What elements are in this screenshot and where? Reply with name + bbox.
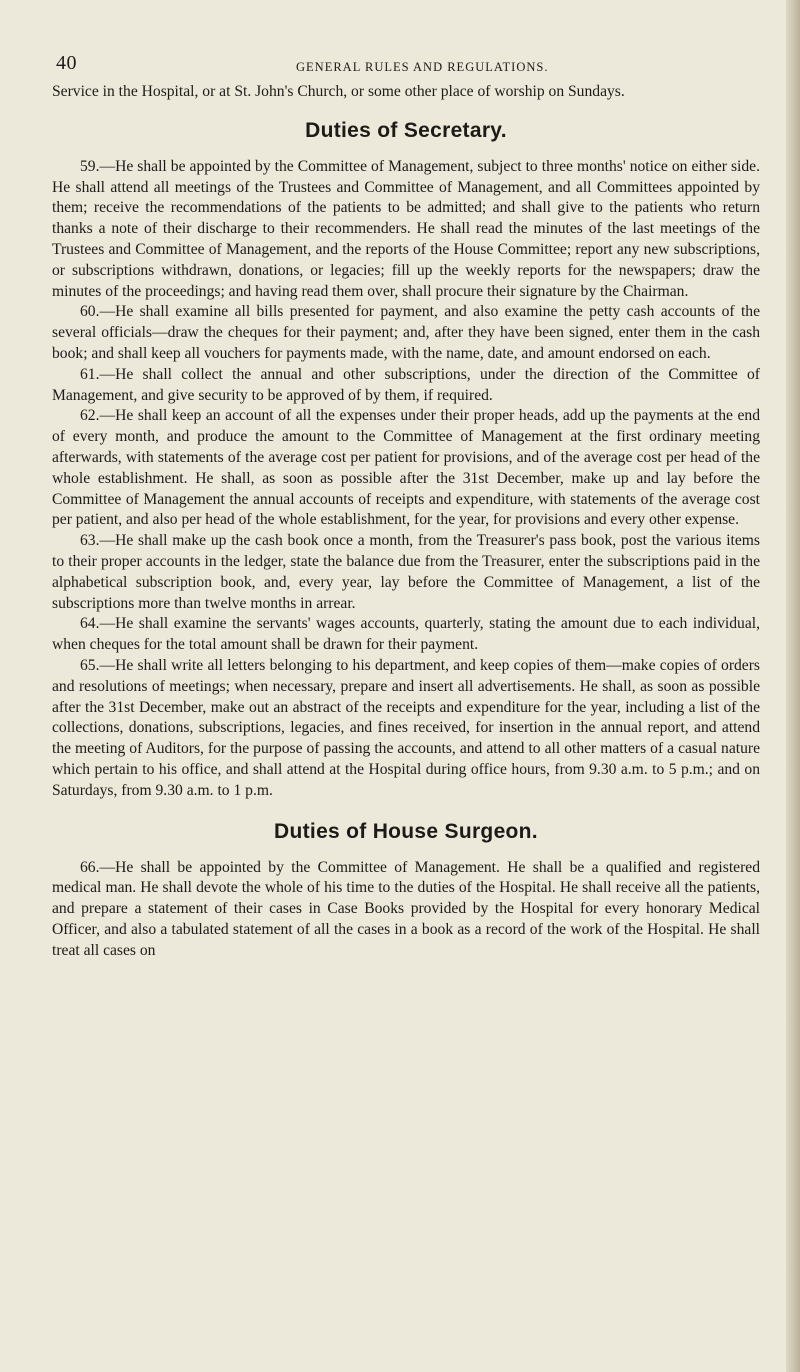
section-heading-house-surgeon: Duties of House Surgeon. <box>274 819 538 843</box>
page-edge-shadow <box>786 0 800 1372</box>
rule-63: 63.—He shall make up the cash book once a month, from the Treasurer's pass book, post the various items to their proper accounts in the ledger, state the balance due from the Treasurer, enter the subscriptions paid in the alphabetical subscription book, and, every year, lay before the Committee of Management, a list of the subscriptions more than twelve months in arrear. <box>52 532 760 612</box>
page-header <box>52 0 760 82</box>
running-head: GENERAL RULES AND REGULATIONS. <box>296 60 549 74</box>
rule-60: 60.—He shall examine all bills presented for payment, and also examine the petty cash accounts of the several officials—draw the cheques for their payment; and, after they have been signed, enter them in the cash book; and shall keep all vouchers for payments made, with the name, date, and amount endorsed on each. <box>52 303 760 362</box>
section-heading-secretary: Duties of Secretary. <box>305 118 507 142</box>
intro-text: Service in the Hospital, or at St. John's Church, or some other place of worship on Sundays. <box>52 83 625 100</box>
rule-65: 65.—He shall write all letters belonging to his department, and keep copies of them—make copies of orders and resolutions of meetings; when necessary, prepare and insert all advertisements. He shall, as soon as possible after the 31st December, make out an abstract of the receipts and expenditure for the year, including a list of the collections, donations, subscriptions, legacies, and fines received, for insertion in the annual report, and attend the meeting of Auditors, for the purpose of passing the accounts, and attend to all other matters of a casual nature which pertain to his office, and shall attend at the Hospital during office hours, from 9.30 a.m. to 5 p.m.; and on Saturdays, from 9.30 a.m. to 1 p.m. <box>52 656 760 799</box>
page-body <box>52 82 760 961</box>
rule-61: 61.—He shall collect the annual and other subscriptions, under the direction of the Committee of Management, and give security to be approved of by them, if required. <box>52 365 760 404</box>
rule-66: 66.—He shall be appointed by the Committee of Management. He shall be a qualified and registered medical man. He shall devote the whole of his time to the duties of the Hospital. He shall receive all the patients, and prepare a statement of their cases in Case Books provided by the Hospital for every honorary Medical Officer, and also a tabulated statement of all the cases in a book as a record of the work of the Hospital. He shall treat all cases on <box>52 858 760 959</box>
rule-64: 64.—He shall examine the servants' wages accounts, quarterly, stating the amount due to each individual, when cheques for the total amount shall be drawn for their payment. <box>52 615 760 654</box>
rule-62: 62.—He shall keep an account of all the expenses under their proper heads, add up the payments at the end of every month, and produce the amount to the Committee of Management at the first ordinary meeting afterwards, with statements of the average cost per patient for provisions, and of the average cost per head of the whole establishment. He shall, as soon as possible after the 31st December, make up and lay before the Committee of Management the annual accounts of receipts and expenditure, with statements of the average cost per patient, and also per head of the whole establishment, for the year, for provisions and every other expense. <box>52 407 760 529</box>
page-number: 40 <box>56 52 77 74</box>
rule-59: 59.—He shall be appointed by the Committee of Management, subject to three months' notice on either side. He shall attend all meetings of the Trustees and Committee of Management, and all Committees appointed by them; receive the recommendations of the patients to be admitted; and shall give to the patients who return thanks a note of their discharge to their recommenders. He shall read the minutes of the last meetings of the Trustees and Committee of Management, and the reports of the House Committee; report any new subscriptions, or subscriptions withdrawn, donations, or legacies; fill up the weekly reports for the newspapers; draw the minutes of the proceedings; and having read them over, shall procure their signature by the Chairman. <box>52 157 760 300</box>
